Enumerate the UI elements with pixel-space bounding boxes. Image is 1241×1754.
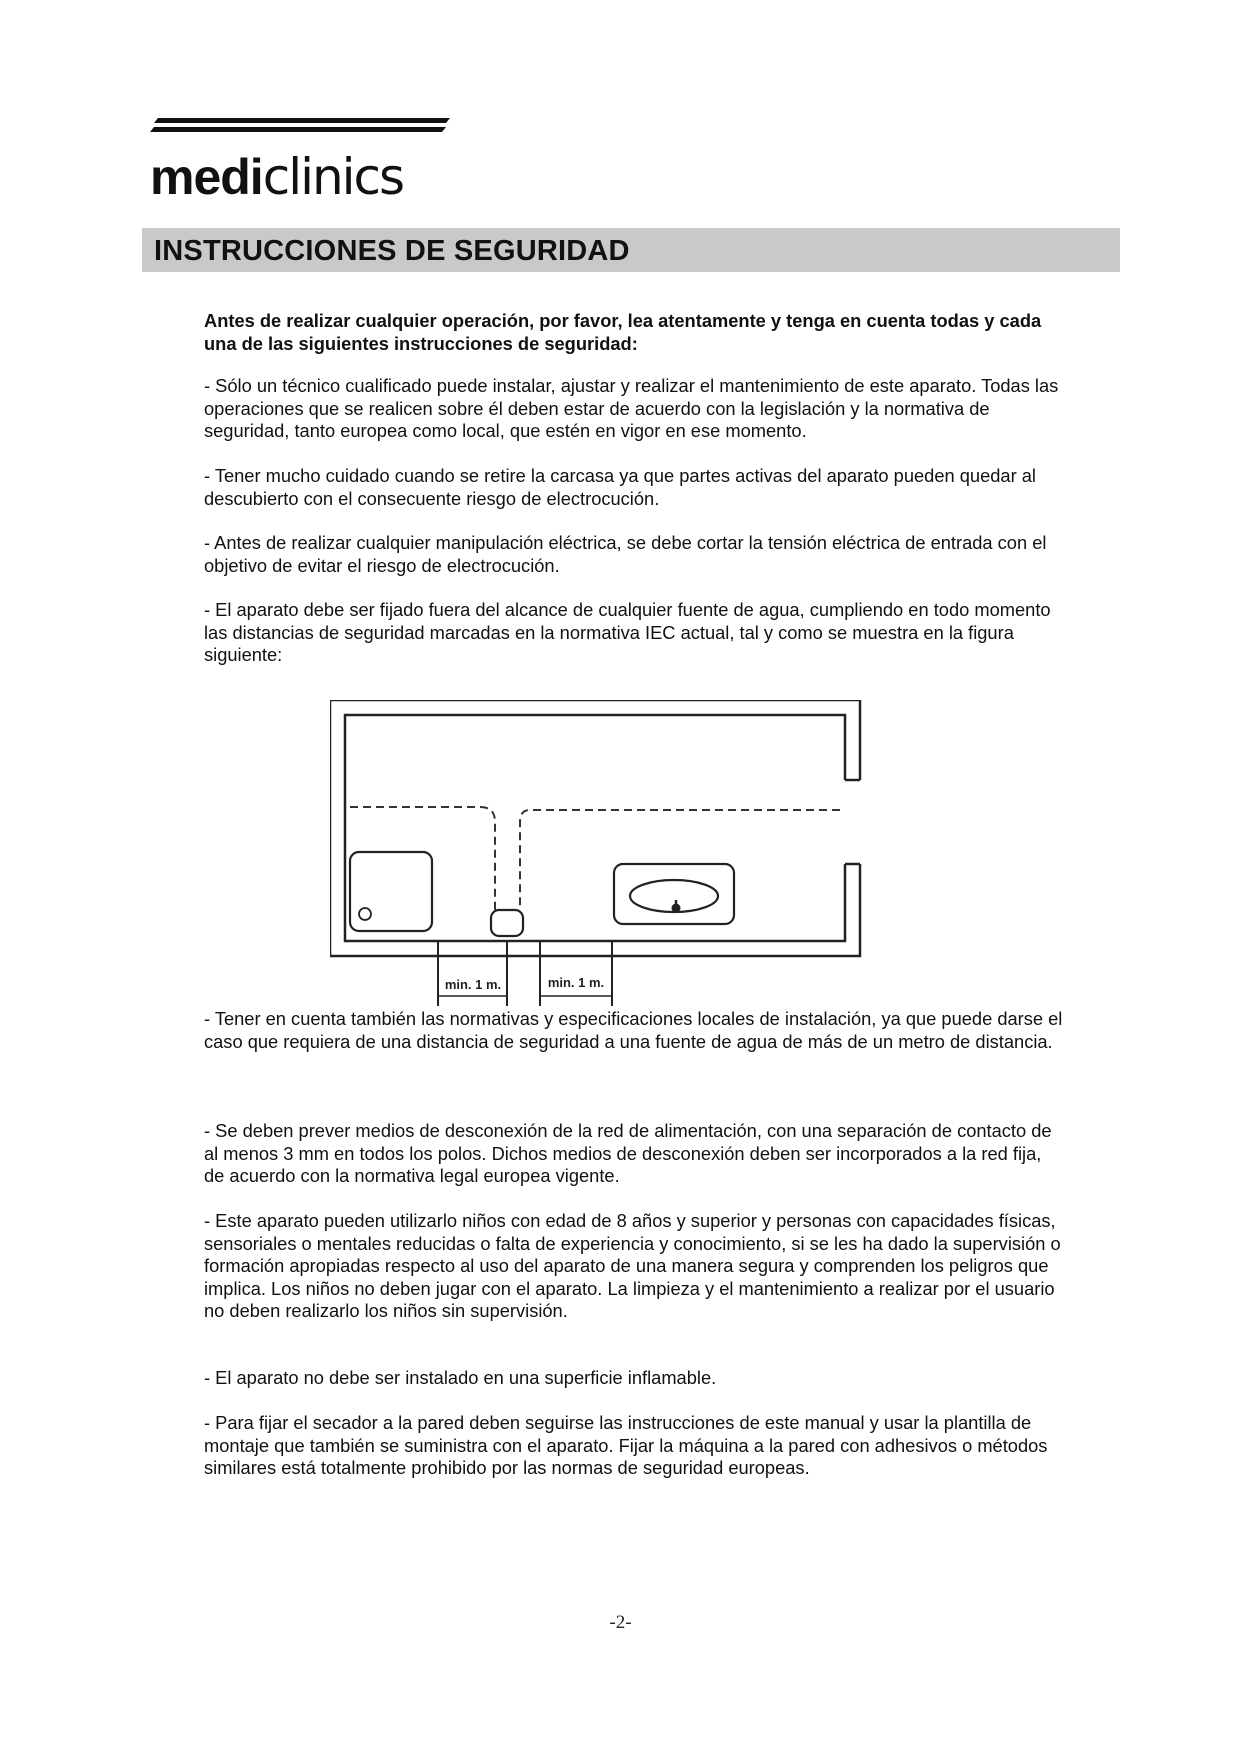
intro-paragraph: Antes de realizar cualquier operación, por favor, lea atentamente y tenga en cuenta todas y cada una de las siguientes instrucciones de seguridad:: [204, 310, 1042, 354]
hand-dryer: [491, 910, 523, 936]
paragraph-4: - El aparato debe ser fijado fuera del alcance de cualquier fuente de agua, cumpliendo en todo momento las distancias de seguridad marcadas en la normativa IEC actual, tal y como se muestra en la figura siguiente:: [204, 599, 1051, 666]
paragraph-5: - Tener en cuenta también las normativas y especificaciones locales de instalación, ya que puede darse el caso que requiera de una distancia de seguridad a una fuente de agua de más de un metro de distancia.: [204, 1008, 1063, 1052]
section-title-band: [142, 228, 1120, 272]
page-number: -2-: [609, 1612, 632, 1633]
washbasin: [614, 864, 734, 924]
safety-zone-boundary-right: [520, 810, 840, 910]
dimension-label-right: min. 1 m.: [547, 975, 605, 990]
paragraph-1: - Sólo un técnico cualificado puede instalar, ajustar y realizar el mantenimiento de este aparato. Todas las operaciones que se realicen sobre él deben estar de acuerdo con la legislación y la normativa de seguridad, tanto europea como local, que estén en vigor en ese momento.: [204, 375, 1059, 442]
page-title: INSTRUCCIONES DE SEGURIDAD: [154, 235, 630, 267]
logo-text-medi: medi: [150, 149, 263, 205]
paragraph-2: - Tener mucho cuidado cuando se retire la carcasa ya que partes activas del aparato pueden quedar al descubierto con el consecuente riesgo de electrocución.: [204, 465, 1036, 509]
dimension-label-left: min. 1 m.: [444, 977, 502, 992]
room-outer-wall: [330, 700, 860, 956]
logo-wordmark: [150, 148, 404, 206]
logo-speed-lines-icon: [150, 118, 450, 142]
paragraph-9: - Para fijar el secador a la pared deben seguirse las instrucciones de este manual y usar la plantilla de montaje que también se suministra con el aparato. Fijar la máquina a la pared con adhesivos o métodos similares está totalmente prohibido por las normas de seguridad europeas.: [204, 1412, 1048, 1479]
paragraph-7: - Este aparato pueden utilizarlo niños con edad de 8 años y superior y personas con capacidades físicas, sensoriales o mentales reducidas o falta de experiencia y conocimiento, si se les ha dado la supervisión o formación apropiadas respecto al uso del aparato de una manera segura y comprenden los peligros que implica. Los niños no deben jugar con el aparato. La limpieza y el mantenimiento a realizar por el usuario no deben realizarlo los niños sin supervisión.: [204, 1210, 1061, 1322]
safety-distance-diagram: [330, 700, 880, 1006]
paragraph-8: - El aparato no debe ser instalado en una superficie inflamable.: [204, 1367, 717, 1388]
paragraph-6: - Se deben prever medios de desconexión de la red de alimentación, con una separación de contacto de al menos 3 mm en todos los polos. Dichos medios de desconexión deben ser incorporados a la red fija, de acuerdo con la normativa legal europea vigente.: [204, 1120, 1052, 1187]
mediclinics-logo: [150, 118, 450, 206]
safety-zone-boundary-left: [350, 807, 495, 910]
room-inner-wall: [345, 715, 845, 941]
logo-text-clinics: clinics: [262, 148, 404, 206]
shower-drain: [359, 908, 371, 920]
paragraph-3: - Antes de realizar cualquier manipulación eléctrica, se debe cortar la tensión eléctrica de entrada con el objetivo de evitar el riesgo de electrocución.: [204, 532, 1047, 576]
